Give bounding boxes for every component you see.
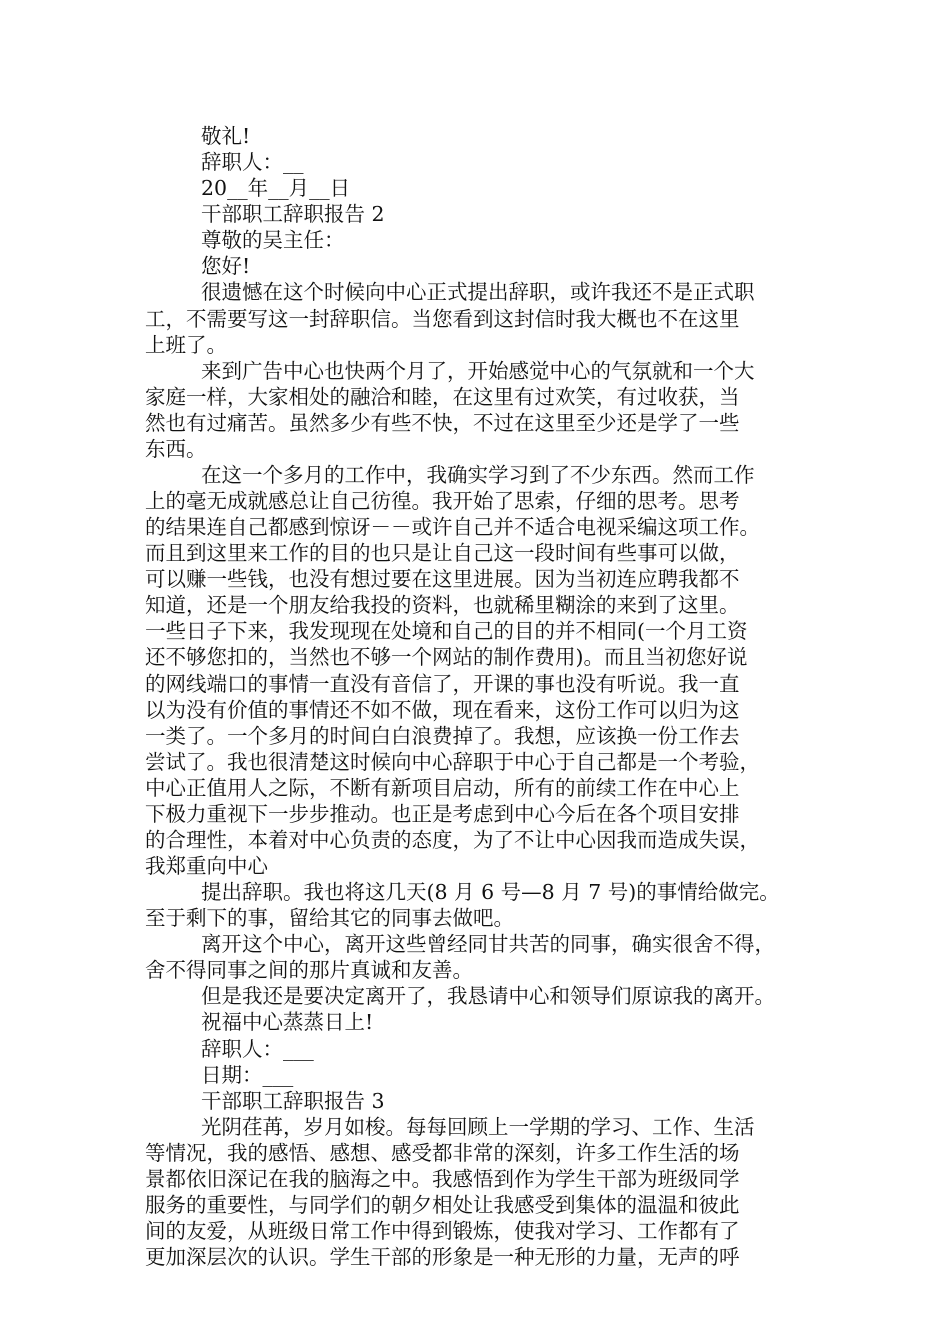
text-line: 至于剩下的事，留给其它的同事去做吧。 bbox=[145, 906, 514, 931]
text-line: 尝试了。我也很清楚这时候向中心辞职于中心于自己都是一个考验， bbox=[145, 749, 760, 774]
text-line: 东西。 bbox=[145, 436, 207, 461]
text-line: 上的毫无成就感总让自己彷徨。我开始了思索，仔细的思考。思考 bbox=[145, 489, 740, 513]
text-line: 提出辞职。我也将这几天(8 月 6 号—8 月 7 号)的事情给做完。 bbox=[201, 880, 780, 904]
text-line: 间的友爱，从班级日常工作中得到锻炼，使我对学习、工作都有了 bbox=[145, 1218, 740, 1243]
text-line: 然也有过痛苦。虽然多少有些不快，不过在这里至少还是学了一些 bbox=[145, 410, 740, 435]
text-line: 一些日子下来，我发现现在处境和自己的目的并不相同(一个月工资 bbox=[145, 619, 748, 644]
text-line: 下极力重视下一步步推动。也正是考虑到中心今后在各个项目安排 bbox=[145, 801, 740, 826]
text-line: 一类了。一个多月的时间白白浪费掉了。我想，应该换一份工作去 bbox=[145, 723, 740, 748]
text-line: 的网线端口的事情一直没有音信了，开课的事也没有听说。我一直 bbox=[145, 671, 740, 696]
text-line: 中心正值用人之际，不断有新项目启动，所有的前续工作在中心上 bbox=[145, 775, 740, 800]
text-line: 的结果连自己都感到惊讶－－或许自己并不适合电视采编这项工作。 bbox=[145, 515, 760, 539]
text-line: 在这一个多月的工作中，我确实学习到了不少东西。然而工作 bbox=[201, 462, 755, 487]
text-line: 但是我还是要决定离开了，我恳请中心和领导们原谅我的离开。 bbox=[201, 984, 775, 1009]
text-line: 的合理性，本着对中心负责的态度，为了不让中心因我而造成失误， bbox=[145, 827, 760, 852]
text-line: 尊敬的吴主任： bbox=[201, 228, 345, 253]
text-line: 还不够您扣的，当然也不够一个网站的制作费用)。而且当初您好说 bbox=[145, 645, 748, 670]
text-line: 上班了。 bbox=[145, 332, 227, 357]
text-line: 光阴荏苒，岁月如梭。每每回顾上一学期的学习、工作、生活 bbox=[201, 1114, 755, 1139]
text-line: 更加深层次的认识。学生干部的形象是一种无形的力量，无声的呼 bbox=[145, 1245, 740, 1269]
text-line: 干部职工辞职报告 2 bbox=[201, 202, 385, 227]
text-line: 日期：___ bbox=[201, 1062, 294, 1087]
text-line: 祝福中心蒸蒸日上! bbox=[201, 1010, 374, 1035]
text-line: 工，不需要写这一封辞职信。当您看到这封信时我大概也不在这里 bbox=[145, 306, 740, 331]
text-line: 舍不得同事之间的那片真诚和友善。 bbox=[145, 958, 473, 983]
text-line: 来到广告中心也快两个月了，开始感觉中心的气氛就和一个大 bbox=[201, 358, 755, 383]
text-line: 以为没有价值的事情还不如不做，现在看来，这份工作可以归为这 bbox=[145, 697, 740, 722]
text-line: 而且到这里来工作的目的也只是让自己这一段时间有些事可以做， bbox=[145, 541, 740, 566]
text-line: 辞职人：___ bbox=[201, 1036, 314, 1061]
text-line: 知道，还是一个朋友给我投的资料，也就稀里糊涂的来到了这里。 bbox=[145, 593, 740, 618]
text-line: 20__年__月__日 bbox=[201, 176, 351, 201]
text-line: 可以赚一些钱，也没有想过要在这里进展。因为当初连应聘我都不 bbox=[145, 567, 740, 592]
text-line: 景都依旧深记在我的脑海之中。我感悟到作为学生干部为班级同学 bbox=[145, 1166, 740, 1191]
text-line: 干部职工辞职报告 3 bbox=[201, 1088, 385, 1113]
text-line: 离开这个中心，离开这些曾经同甘共苦的同事，确实很舍不得， bbox=[201, 932, 775, 957]
text-line: 我郑重向中心 bbox=[145, 854, 268, 878]
text-line: 家庭一样，大家相处的融洽和睦，在这里有过欢笑，有过收获，当 bbox=[145, 384, 740, 409]
text-line: 敬礼! bbox=[201, 124, 251, 148]
text-line: 您好! bbox=[201, 254, 251, 279]
text-line: 等情况，我的感悟、感想、感受都非常的深刻，许多工作生活的场 bbox=[145, 1140, 740, 1165]
text-line: 辞职人：__ bbox=[201, 150, 304, 175]
text-line: 服务的重要性，与同学们的朝夕相处让我感受到集体的温温和彼此 bbox=[145, 1192, 740, 1217]
text-line: 很遗憾在这个时候向中心正式提出辞职，或许我还不是正式职 bbox=[201, 280, 755, 305]
